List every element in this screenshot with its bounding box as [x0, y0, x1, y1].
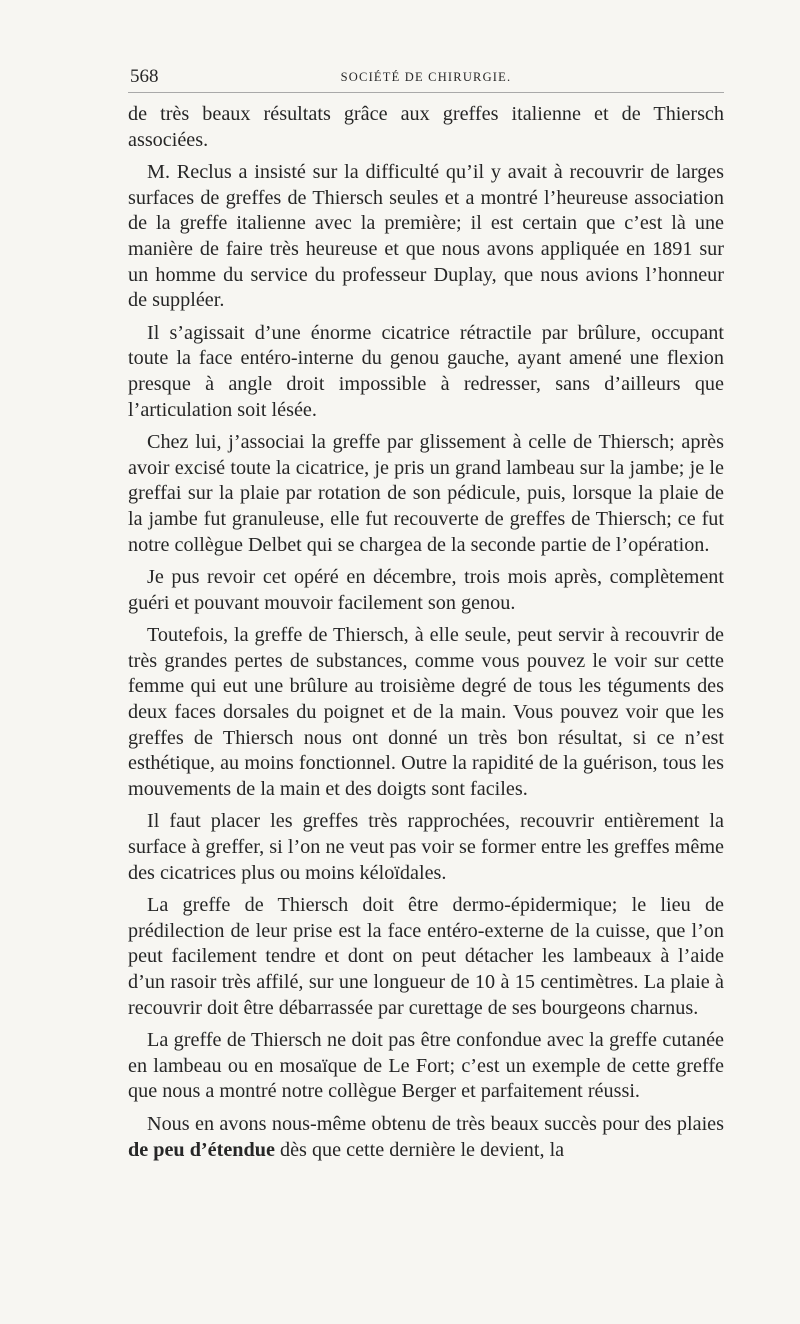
- paragraph-continued: de très beaux résultats grâce aux greffes italienne et de Thiersch associées.: [128, 103, 724, 151]
- running-title: SOCIÉTÉ DE CHIRURGIE.: [340, 70, 512, 84]
- paragraph-operation: Chez lui, j’associai la greffe par glissement à celle de Thiersch; après avoir excisé toute la cicatrice, je pris un grand lambeau sur la jambe; je le greffai sur la plaie par rotation de son pédicule, puis, lorsque la plaie de la jambe fut granuleuse, elle fut recouverte de greffes de Thiersch; ce fut notre collègue Delbet qui se chargea de la seconde partie de l’opération.: [128, 431, 724, 556]
- body-text: [128, 102, 724, 1163]
- paragraph-brulure: Toutefois, la greffe de Thiersch, à elle seule, peut servir à recouvrir de très grandes pertes de substances, comme vous pouvez le voir sur cette femme qui eut une brûlure au troisième degré de tous les téguments des deux faces dorsales du poignet et de la main. Vous pouvez voir que les greffes de Thiersch nous ont donné un très bon résultat, si ce n’est esthétique, au moins fonctionnel. Outre la rapidité de la guérison, tous les mouvements de la main et des doigts sont faciles.: [128, 624, 724, 800]
- paragraph-le-fort: La greffe de Thiersch ne doit pas être confondue avec la greffe cutanée en lambeau ou en mosaïque de Le Fort; c’est un exemple de cette greffe que nous a montré notre collègue Berger et parfaitement réussi.: [128, 1029, 724, 1103]
- paragraph-succes-start: Nous en avons nous-même obtenu de très beaux succès pour des plaies: [147, 1112, 724, 1135]
- paragraph-placement: Il faut placer les greffes très rapprochées, recouvrir entièrement la surface à greffer, si l’on ne veut pas voir se former entre les greffes même des cicatrices plus ou moins kéloïdales.: [128, 810, 724, 884]
- paragraph-succes-emphasis: de peu d’étendue: [128, 1138, 275, 1161]
- page-number: 568: [130, 66, 159, 87]
- paragraph-guerison: Je pus revoir cet opéré en décembre, trois mois après, complètement guéri et pouvant mouvoir facilement son genou.: [128, 566, 724, 614]
- paragraph-succes: [128, 1112, 724, 1163]
- running-head: [128, 62, 724, 93]
- paragraph-succes-end: dès que cette dernière le devient, la: [274, 1138, 565, 1161]
- paragraph-cicatrice: Il s’agissait d’une énorme cicatrice rétractile par brûlure, occupant toute la face entéro-interne du genou gauche, ayant amené une flexion presque à angle droit impossible à redresser, sans d’ailleurs que l’articulation soit lésée.: [128, 321, 724, 421]
- paragraph-prelevement: La greffe de Thiersch doit être dermo-épidermique; le lieu de prédilection de leur prise est la face entéro-externe de la cuisse, que l’on peut facilement tendre et dont on peut détacher les lambeaux à l’aide d’un rasoir très affilé, sur une longueur de 10 à 15 centimètres. La plaie à recouvrir doit être débarrassée par curettage de ses bourgeons charnus.: [128, 894, 724, 1019]
- book-page: [128, 62, 724, 1170]
- paragraph-reclus: M. Reclus a insisté sur la difficulté qu’il y avait à recouvrir de larges surfaces de greffes de Thiersch seules et a montré l’heureuse association de la greffe italienne avec la première; il est certain que c’est là une manière de faire très heureuse et que nous avons appliquée en 1891 sur un homme du service du professeur Duplay, que nous avions l’honneur de suppléer.: [128, 161, 724, 312]
